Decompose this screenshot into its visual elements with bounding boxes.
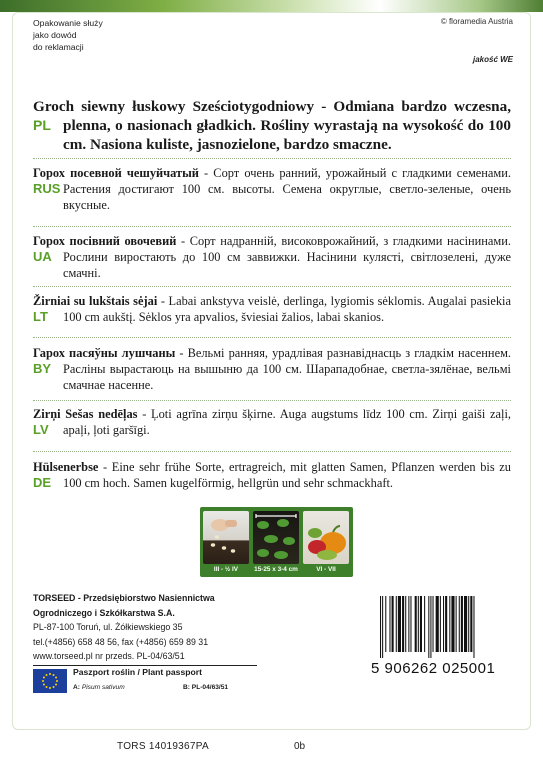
barcode-bar xyxy=(470,596,472,652)
variety-name: Groch siewny łuskowy Sześciotygodniowy xyxy=(33,98,315,115)
language-code: BY xyxy=(33,361,52,376)
language-code: DE xyxy=(33,475,52,490)
barcode-bar xyxy=(461,596,463,652)
variety-name: Горох посівний овочевий xyxy=(33,234,177,248)
quality-mark: jakość WE xyxy=(472,55,513,64)
barcode-bar xyxy=(468,596,469,652)
barcode-bar xyxy=(430,596,431,658)
eu-star-icon xyxy=(53,686,55,688)
eu-star-icon xyxy=(46,674,48,676)
barcode-bar xyxy=(443,596,444,652)
barcode-bar xyxy=(436,596,439,652)
divider xyxy=(33,158,511,159)
spacing-image xyxy=(253,511,299,564)
sowing-time-label: III - ½ IV xyxy=(213,566,239,573)
variety-description: - Сорт надранній, високоврожайний, з гладкими насінинами. Рослини виростають до 100 см заввижки. Насінини кулясті, світлозелені, дуже смачні. xyxy=(63,234,511,280)
language-code: UA xyxy=(33,249,52,264)
barcode-bar xyxy=(389,596,390,652)
eu-star-icon xyxy=(46,686,48,688)
passport-registration: B: PL-04/63/51 xyxy=(183,684,229,691)
version-code: 0b xyxy=(294,741,306,752)
divider xyxy=(33,451,511,452)
section-ua xyxy=(33,233,511,281)
passport-species: A: Pisum sativum xyxy=(73,684,125,691)
eu-flag-icon xyxy=(33,669,67,693)
barcode-bar xyxy=(420,596,422,652)
eu-star-icon xyxy=(56,680,58,682)
brand-copyright: © floramedia Austria xyxy=(440,17,513,26)
sowing-time-image xyxy=(203,511,249,564)
variety-description: - Labai ankstyva veislė, derlinga, lygiomis sėklomis. Augalai pasiekia 100 cm aukštį. Sėklos yra apvalios, šviesiai žalios, labai skanios. xyxy=(63,294,511,324)
barcode-bar xyxy=(449,596,450,652)
barcode-bar xyxy=(382,596,383,658)
harvest-time-image xyxy=(303,511,349,564)
variety-name: Hülsenerbse xyxy=(33,460,99,474)
company-web: www.torseed.pl nr przeds. PL-04/63/51 xyxy=(33,651,185,661)
seedlings-icon xyxy=(253,511,299,564)
barcode-bar xyxy=(440,596,441,652)
eu-star-icon xyxy=(53,674,55,676)
barcode-bar xyxy=(451,596,454,652)
eu-star-icon xyxy=(43,684,45,686)
variety-name: Горох посевной чешуйчатый xyxy=(33,166,199,180)
harvest-time-label: VI - VII xyxy=(316,566,336,573)
eu-star-icon xyxy=(49,673,51,675)
variety-description: - Ļoti agrīna zirņu šķirne. Auga augstums līdz 100 cm. Zirņi gaiši zaļi, apaļi, ļoti garšīgi. xyxy=(63,407,511,437)
barcode-bar xyxy=(405,596,406,652)
company-name: TORSEED xyxy=(33,593,76,603)
product-code: TORS 14019367PA xyxy=(117,741,209,752)
section-pl xyxy=(33,97,511,154)
barcode-bar xyxy=(459,596,460,652)
vegetables-icon xyxy=(303,511,349,564)
barcode-bar xyxy=(410,596,411,652)
company-address: TORSEED - Przedsiębiorstwo Nasiennictwa Ogrodniczego i Szkółkarstwa S.A. PL-87-100 Toruń, ul. Żółkiewskiego 35 tel.(+4856) 658 48 56, fax (+4856) 659 89 31 www.torseed.pl nr przeds. PL-04/63/51 xyxy=(33,591,215,664)
barcode-bar xyxy=(380,596,381,658)
divider xyxy=(33,337,511,338)
plant-passport xyxy=(33,665,257,694)
package-note: Opakowanie służy jako dowód do reklamacji xyxy=(33,18,103,52)
eu-star-icon xyxy=(55,677,57,679)
language-code: RUS xyxy=(33,181,61,196)
eu-star-icon xyxy=(43,677,45,679)
section-rus xyxy=(33,165,511,213)
eu-star-icon xyxy=(42,680,44,682)
variety-name: Žirniai su lukštais sėjai xyxy=(33,294,158,308)
barcode-bar xyxy=(408,596,409,652)
barcode-bar xyxy=(456,596,457,652)
variety-description: - Сорт очень ранний, урожайный с гладкими семенами. Растения достигают 100 см. высоты. Семена округлые, светло-зеленые, очень вкусные. xyxy=(63,166,511,212)
language-code: LV xyxy=(33,422,49,437)
spacing-label: 15-25 x 3-4 cm xyxy=(254,566,298,573)
eu-star-icon xyxy=(49,687,51,689)
barcode-bar xyxy=(392,596,394,652)
barcode-bar xyxy=(424,596,425,652)
section-lt xyxy=(33,293,511,325)
passport-title: Paszport roślin / Plant passport xyxy=(73,667,202,677)
barcode-bar xyxy=(445,596,447,652)
barcode-bar xyxy=(385,596,386,652)
barcode-bar xyxy=(464,596,467,652)
section-lv xyxy=(33,406,511,438)
divider xyxy=(33,226,511,227)
barcode-bar xyxy=(402,596,404,652)
barcode-bar xyxy=(473,596,474,658)
barcode-bar xyxy=(396,596,397,652)
barcode-bar xyxy=(428,596,429,658)
eu-star-icon xyxy=(55,684,57,686)
barcode-bar xyxy=(433,596,434,652)
section-by xyxy=(33,345,511,393)
barcode-bar xyxy=(418,596,419,652)
variety-description: - Eine sehr frühe Sorte, ertragreich, mit glatten Samen, Pflanzen werden bis zu 100 cm hoch. Samen kugelförmig, hellgrün und sehr schmackhaft. xyxy=(63,460,511,490)
barcode-bar xyxy=(415,596,417,652)
language-code: LT xyxy=(33,309,48,324)
leaf-photo-strip xyxy=(0,0,543,12)
variety-description: - Odmiana bardzo wczesna, plenna, o nasionach gładkich. Rośliny wyrastają na wysokość do 100 cm. Nasiona kuliste, jasnozielone, bardzo smaczne. xyxy=(63,98,511,153)
hand-sowing-icon xyxy=(203,511,249,564)
section-de xyxy=(33,459,511,491)
divider xyxy=(33,400,511,401)
variety-name: Гарох пасяўны лушчаны xyxy=(33,346,176,360)
barcode xyxy=(378,596,511,658)
sowing-info-strip xyxy=(200,507,353,577)
variety-description: - Вельмі ранняя, урадлівая разнавіднасць з гладкім насеннем. Расліны вырастаюць на вышыню да 100 см. Шарападобнае, светла-зялёнае, вельмі смачнае насенне. xyxy=(63,346,512,392)
variety-name: Zirņi Sešas nedēļas xyxy=(33,407,138,421)
divider xyxy=(33,286,511,287)
barcode-bar xyxy=(398,596,401,652)
language-code: PL xyxy=(33,117,51,133)
barcode-digits: 5 906262 025001 xyxy=(371,660,496,677)
